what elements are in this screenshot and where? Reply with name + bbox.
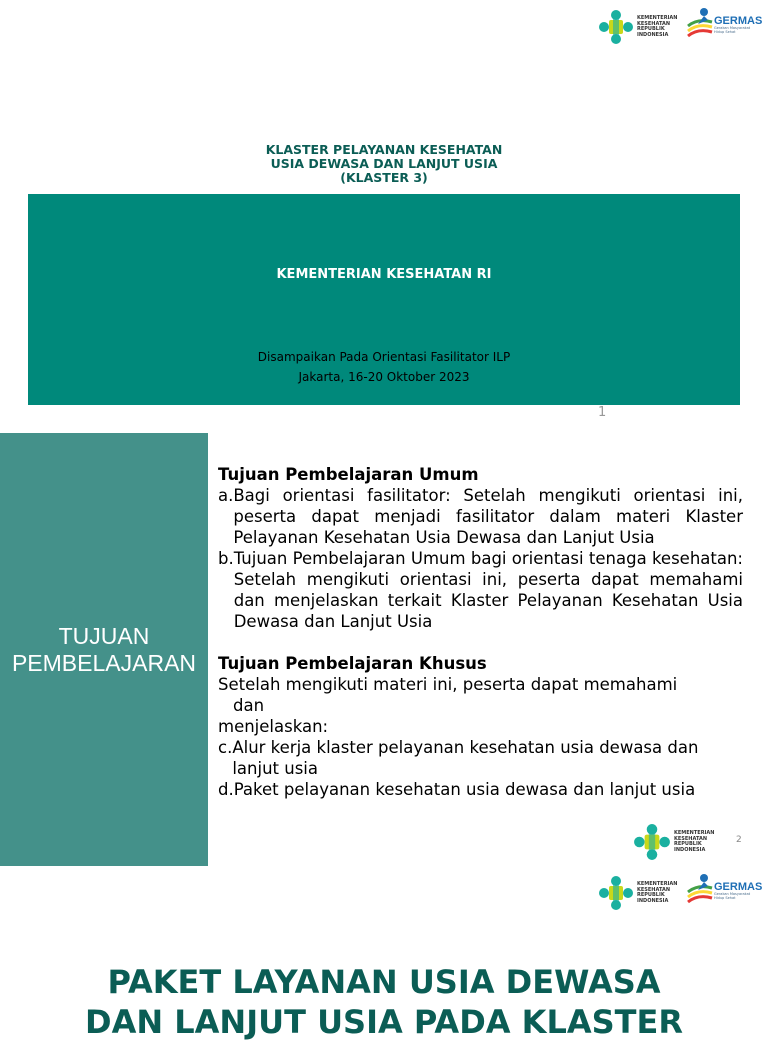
delivery-info: Disampaikan Pada Orientasi Fasilitator ILP Jakarta, 16-20 Oktober 2023	[257, 350, 511, 384]
kemenkes-logo	[598, 875, 677, 911]
slide-2-page-number: 2	[736, 835, 742, 845]
organization-name: KEMENTERIAN KESEHATAN RI	[276, 267, 492, 282]
kemenkes-logo-small	[633, 823, 714, 861]
kemenkes-logo-text: KEMENTERIAN KESEHATAN REPUBLIK INDONESIA	[637, 881, 678, 904]
kemenkes-logo	[598, 9, 677, 45]
germas-logo	[684, 6, 762, 42]
kemenkes-logo-text: KEMENTERIAN KESEHATAN REPUBLIK INDONESIA	[637, 15, 678, 38]
specific-intro-continued: dan	[233, 696, 265, 715]
germas-logo	[684, 872, 762, 908]
slide-1-title: KLASTER PELAYANAN KESEHATAN USIA DEWASA DAN LANJUT USIA (KLASTER 3)	[265, 142, 503, 185]
list-item: b. Tujuan Pembelajaran Umum bagi orientasi tenaga kesehatan: Setelah mengikuti orientasi ini, peserta dapat memahami dan menjelaskan terkait Klaster Pelayanan Kesehatan Usia Dewasa dan Lanjut Usia	[218, 549, 743, 631]
specific-intro: Setelah mengikuti materi ini, peserta dapat memahami	[218, 675, 678, 694]
germas-logo-subtext: Gerakan Masyarakat Hidup Sehat	[714, 26, 751, 34]
slide-1-page-number: 1	[598, 405, 607, 420]
germas-logo-mark-icon	[684, 872, 714, 908]
list-item: c. Alur kerja klaster pelayanan kesehatan usia dewasa dan lanjut usia	[218, 738, 699, 778]
list-item: a. Bagi orientasi fasilitator: Setelah mengikuti orientasi ini, peserta dapat menjadi fasilitator dalam materi Klaster Pelayanan Kesehatan Usia Dewasa dan Lanjut Usia	[218, 486, 743, 547]
kemenkes-logo-mark-icon	[598, 875, 634, 911]
learning-objectives	[218, 464, 743, 800]
germas-logo-text: GERMAS	[714, 15, 763, 27]
germas-logo-mark-icon	[684, 6, 714, 42]
general-objectives-heading: Tujuan Pembelajaran Umum	[218, 465, 479, 484]
list-item: d. Paket pelayanan kesehatan usia dewasa dan lanjut usia	[218, 780, 696, 799]
title-band	[28, 194, 740, 405]
kemenkes-logo-mark-icon	[633, 823, 671, 861]
specific-objectives-heading: Tujuan Pembelajaran Khusus	[218, 654, 487, 673]
kemenkes-logo-text: KEMENTERIAN KESEHATAN REPUBLIK INDONESIA	[674, 830, 715, 853]
germas-logo-text: GERMAS	[714, 881, 763, 893]
specific-intro-end: menjelaskan:	[218, 717, 329, 736]
side-panel-title: TUJUAN PEMBELAJARAN	[11, 622, 197, 676]
side-panel	[0, 433, 208, 866]
kemenkes-logo-mark-icon	[598, 9, 634, 45]
germas-logo-subtext: Gerakan Masyarakat Hidup Sehat	[714, 892, 751, 900]
slide-3-title: PAKET LAYANAN USIA DEWASA DAN LANJUT USIA PADA KLASTER	[85, 963, 683, 1041]
